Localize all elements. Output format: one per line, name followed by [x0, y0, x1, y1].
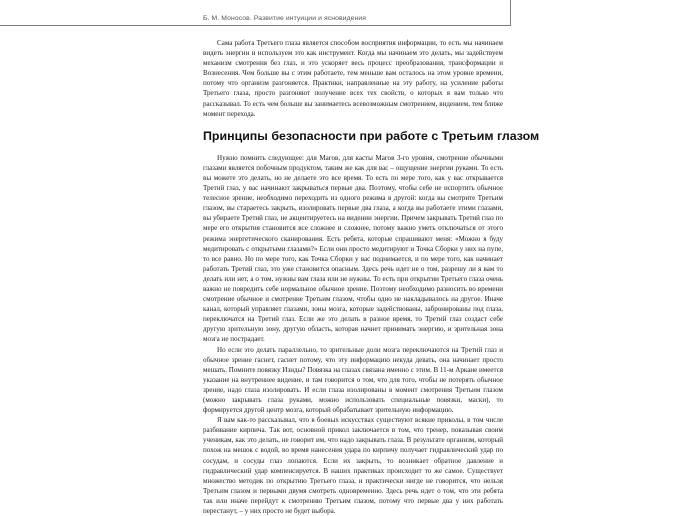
- running-header: Б. М. Моносов. Развитие интуиции и ясновидения: [203, 15, 367, 22]
- body-paragraph-3: Я вам как-то рассказывал, что в боевых искусствах существуют всякие приколы, в том числе разбивание кирпича. Так вот, основной прикол заключается в том, что тренер, показывая своим ученикам, как это делать, не говорит им, что надо закрывать глаза. В результате организм, который похож на мешок с водой, во время нанесения удара по кирпичу получает гидравлический удар по сосудам, и сосуды глаз лопаются. Если их закрыть, то возникает обратное давление и гидравлический удар компенсируется. В наших практиках происходит то же самое. Существует множество методик по открытию Третьего глаза, и практически нигде не говорится, что нельзя Третьим глазом и первыми двумя смотреть одновременно. Здесь речь идет о том, что эти ребята так или иначе перейдут к смотрению Третьим глазом, потому что первые два у них работать перестанут, – у них просто не будет выбора.: [203, 416, 503, 516]
- body-paragraph-1: Нужно помнить следующее: для Магов, для касты Магов 3-го уровня, смотрение обычными глазами является побочным продуктом, таким же как для вас – ощущение энергии руками. То есть вы можете это делать, но не делаете это все время. То есть по мере того, как у вас открывается Третий глаз, у вас начинают закрываться первые два. Поэтому, чтобы себе не испортить обычное телесное зрение, необходимо переходить из одного режима в другой: когда вы смотрите Третьим глазом, вы стараетесь закрыть, изолировать первые два глаза, а когда вы работаете этими глазами, вы убираете Третий глаз, не акцентируетесь на видении энергии. Причем закрывать Третий глаз по мере его открытия становится все сложнее и сложнее, потому важно уметь отключаться от этого режима энергетического сканирования. Есть ребята, которые спрашивают меня: «Можно я буду медитировать с открытыми глазами?» Если они просто медитируют и Точка Сборки у них на пупе, то все равно. Но по мере того, как Точка Сборки у вас поднимается, и по мере того, как начинает работать Третий глаз, это уже становится опасным. Здесь речь идет не о том, разрешу ли я вам то делать или нет, а о том, нужны вам глаза или не нужны. То есть при открытии Третьего глаза очень важно не повредить себе нормальное обычное зрение. Поэтому необходимо разносить во времени смотрение обычное и смотрение Третьим глазом, чтобы одно не накладывалось на другое. Иначе канал, который управляет глазами, зоны мозга, которые задействованы, забронированы под глаза, переключатся на Третий глаз. Если же это делать в разное время, то Третий глаз создаст себе другую зрительную зону, другую область, которая начнет принимать энергию, и зрительная зона мозга не пострадает.: [203, 153, 503, 344]
- body-paragraph-2: Но если это делать параллельно, то зрительные доли мозга переключаются на Третий глаз и обычное зрение гаснет, гаснет потому, что эту информацию некуда девать, она начинает просто мешать. Помните повязку Изиды? Повязка на глазах связана именно с этим. В 11-м Аркане имеется указание на внутреннее видение, и там говорится о том, что для того, чтобы не потерять обычное зрение, надо глаза изолировать. И если глаза изолированы в момент смотрения Третьим глазом (можно закрывать глаза руками, можно использовать специальные повязки, маски), то формируется другой центр мозга, который обрабатывает зрительную информацию.: [203, 345, 504, 415]
- page-body: [203, 38, 540, 516]
- section-heading: Принципы безопасности при работе с Третьим глазом: [203, 128, 540, 143]
- intro-paragraph: Сама работа Третьего глаза является способом восприятия информации, то есть мы начинаем видеть энергии и используем это как инструмент. Когда мы начинаем это делать, мы задействуем механизм смотрения без глаз, и это ускоряет весь процесс преобразования, трансформации и Вознесения. Чем больше вы с этим работаете, тем меньше вам осталось на этом уровне времени, потому что организм разгоняется. Практики, направленные на эту работу, на усиление работы Третьего глаза, просто разгоняют получение всех тех свойств, о которых я вам только что рассказывал. То есть чем больше вы занимаетесь всевозможным смотрением, видением, тем ближе момент перехода.: [203, 39, 503, 118]
- header-rule: [0, 25, 510, 26]
- header-corner-rule: [510, 0, 511, 26]
